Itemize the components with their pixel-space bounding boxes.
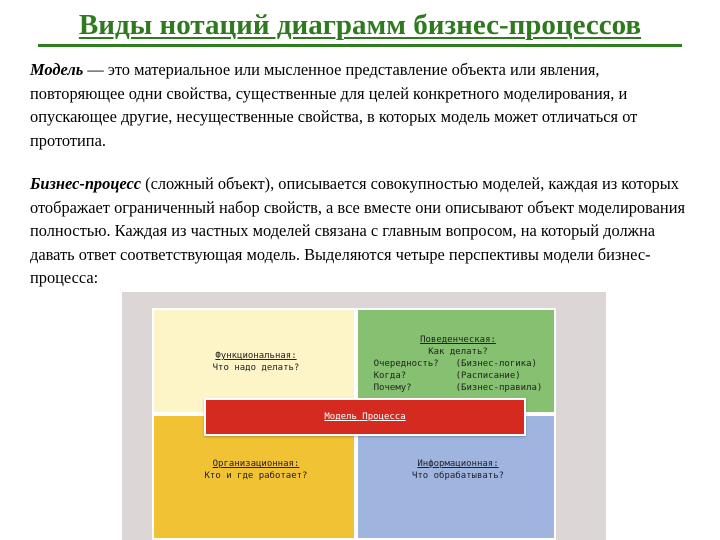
functional-question: Что надо делать? <box>212 363 300 373</box>
behavioral-row <box>374 382 543 394</box>
process-model-label: Модель Процесса <box>324 412 406 422</box>
informational-question: Что обрабатывать? <box>411 471 505 481</box>
business-process-paragraph <box>30 172 694 290</box>
functional-text <box>154 350 358 374</box>
behavioral-row-question: Почему? <box>373 383 412 393</box>
behavioral-rows <box>374 358 543 394</box>
informational-text <box>358 458 558 482</box>
behavioral-text <box>358 334 558 394</box>
model-definition-text: — это материальное или мысленное представление объекта или явления, повторяющее одни свойства, существенные для целей конкретного моделирования, и опускающее другие, несущественные свойства, в которых модель может отличаться от прототипа. <box>30 60 638 150</box>
business-process-term: Бизнес-процесс <box>30 174 142 193</box>
business-process-text: (сложный объект), описывается совокупностью моделей, каждая из которых отображает ограниченный набор свойств, а все вместе они описывают объект моделирования полностью. Каждая из частных моделей связана с главным вопросом, на который должна давать ответ соответствующая модель. Выделяются четыре перспективы модели бизнес-процесса: <box>30 174 686 287</box>
informational-title: Информационная: <box>417 459 499 469</box>
behavioral-row-question: Когда? <box>373 371 407 381</box>
behavioral-row <box>374 370 543 382</box>
process-model-bar <box>204 398 526 436</box>
behavioral-row-answer: (Бизнес-логика) <box>455 359 537 369</box>
behavioral-question: Как делать? <box>428 347 488 357</box>
organizational-text <box>154 458 358 482</box>
process-model-diagram <box>122 292 606 540</box>
behavioral-title: Поведенческая: <box>420 335 496 345</box>
model-term: Модель <box>30 60 84 79</box>
model-definition-paragraph <box>30 58 694 152</box>
behavioral-row-answer: (Бизнес-правила) <box>455 383 543 393</box>
behavioral-row <box>374 358 543 370</box>
page-title: Виды нотаций диаграмм бизнес-процессов <box>78 8 642 41</box>
behavioral-row-question: Очередность? <box>373 359 439 369</box>
title-bar <box>38 6 682 47</box>
organizational-question: Кто и где работает? <box>204 471 308 481</box>
organizational-title: Организационная: <box>212 459 300 469</box>
functional-title: Функциональная: <box>215 351 297 361</box>
behavioral-row-answer: (Расписание) <box>455 371 521 381</box>
